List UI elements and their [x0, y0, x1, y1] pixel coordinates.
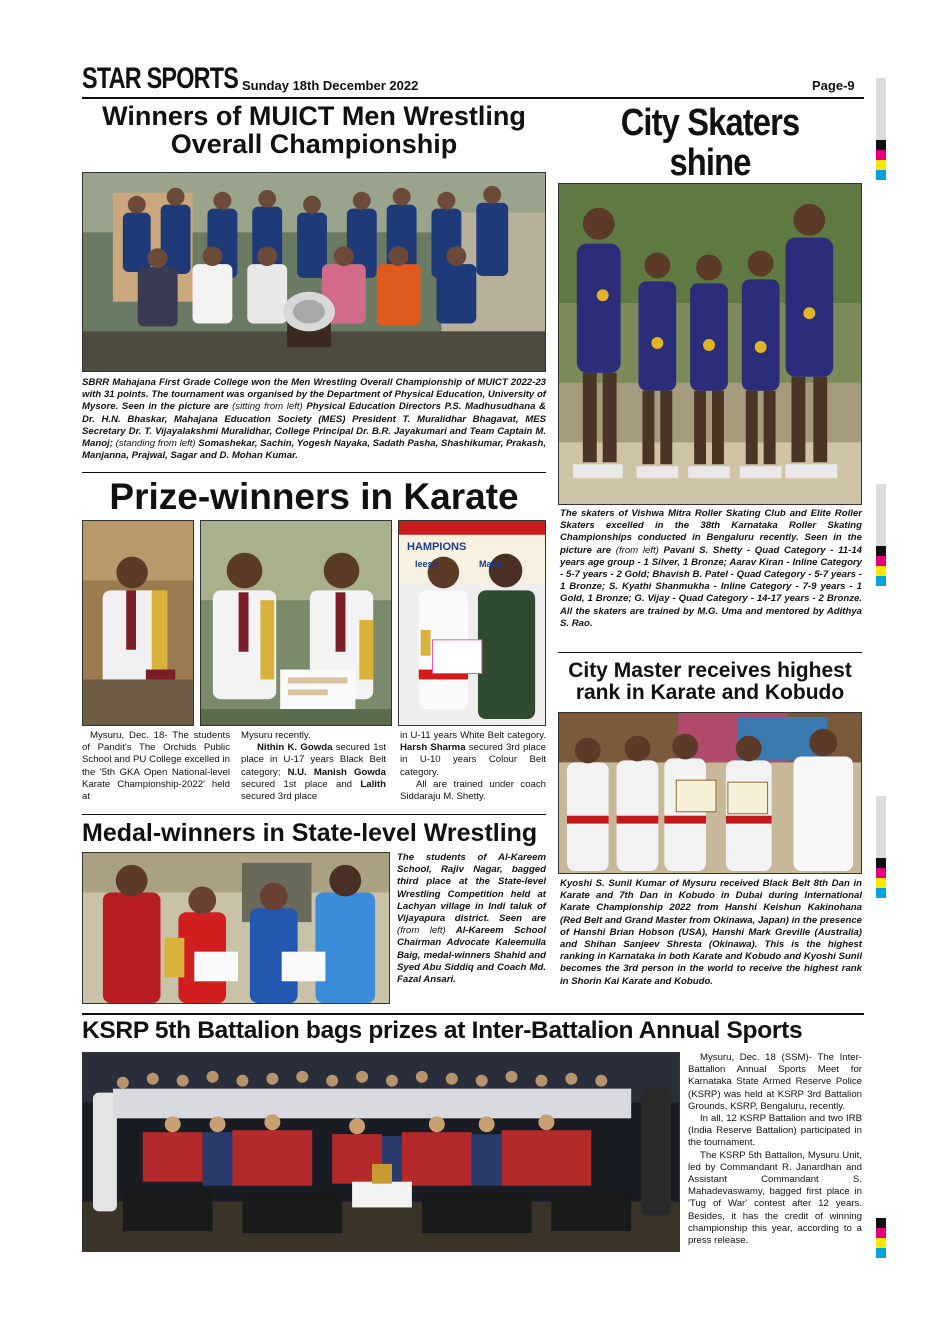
ksrp-article: [688, 1052, 862, 1247]
state-wrestling-headline: Medal-winners in State-level Wrestling: [82, 819, 538, 847]
state-wrestling-caption-part: Al-Kareem School Chairman Advocate Kaleemulla Baig, medal-winners Shahid and Syed Abu Siddiq and Coach Md. Fazal Ansari.: [397, 925, 546, 986]
karate-text: secured 1st place and: [241, 778, 361, 790]
karate-col2-para: Mysuru recently.: [241, 730, 311, 741]
karate-banner-text: HAMPIONS: [407, 541, 467, 553]
registration-mark: [876, 858, 886, 898]
karate-text: secured 1st place in U-17 years Black Belt category;: [241, 742, 386, 778]
winner-name: Lalith: [360, 778, 386, 790]
city-master-photo: [558, 712, 862, 874]
skaters-photo: [558, 183, 862, 505]
karate-col3-para: All are trained under coach Siddaraju M. Shetty.: [400, 778, 546, 803]
city-master-headline: [558, 660, 862, 704]
karate-photo-3: [398, 520, 546, 726]
skaters-caption-part: The skaters of Vishwa Mitra Roller Skating Club and Elite Roller Skaters excelled in the 38th Karnataka Roller Skating Championships conducted in Bengaluru recently. Seen in the picture are: [560, 508, 862, 556]
state-wrestling-photo: [82, 852, 390, 1004]
muict-caption-part: (sitting from left): [232, 401, 303, 413]
muict-caption-part: (standing from left): [115, 438, 196, 450]
skaters-caption-part: Pavani S. Shetty - Quad Category - 11-14 years age group - 1 Silver, 1 Bronze; Aarav Kiran - Inline Category - 5-7 years - 2 Gold; Bhavish B. Patel - Quad Category - 5-7 years - 1 Bronze; S. Kyathi Shanmukha - Inline Category - 7-9 years - 1 Gold, 1 Bronze; G. Vijay - Quad Category - 14-17 years - 2 Bronze. All the skaters are trained by M.G. Uma and mentored by Adithya S. Rao.: [560, 544, 862, 629]
karate-photo-2: [200, 520, 392, 726]
section-rule: [82, 814, 546, 815]
issue-date: Sunday 18th December 2022: [242, 78, 419, 93]
skaters-caption: [560, 508, 862, 630]
ksrp-group-photo: [82, 1052, 680, 1252]
ksrp-paragraph: In all, 12 KSRP Battalion and two IRB (India Reserve Battalion) participated in the tournament.: [688, 1113, 862, 1149]
registration-mark: [876, 140, 886, 180]
muict-team-photo: [82, 172, 546, 372]
karate-text: secured 3rd place in U-10 years Colour Belt category.: [400, 742, 546, 778]
winner-name: N.U. Manish Gowda: [287, 766, 386, 778]
state-wrestling-caption: [397, 852, 546, 986]
karate-column-1: Mysuru, Dec. 18- The students of Pandit's The Orchids Public School and PU College excelled in the '5th GKA Open National-level Karate Championship-2022' held at: [82, 730, 230, 803]
state-wrestling-caption-part: (from left): [397, 925, 446, 937]
city-master-headline-line1: City Master receives highest: [568, 659, 852, 682]
section-rule: [82, 1013, 864, 1015]
muict-headline-line2: Overall Championship: [170, 129, 458, 160]
margin-gray-bar: [876, 484, 886, 546]
muict-caption-part: SBRR Mahajana First Grade College won the Men Wrestling Overall Championship of MUICT 2022-23 with 31 points. The tournament was organised by the Department of Physical Education, University of Mysore. Seen in the picture are: [82, 377, 546, 413]
skaters-caption-part: (from left): [615, 544, 659, 556]
margin-gray-bar: [876, 796, 886, 858]
karate-text: in U-11 years White Belt category.: [400, 730, 546, 741]
masthead-rule: [82, 97, 864, 99]
muict-caption: [82, 377, 546, 462]
muict-headline: [82, 102, 546, 159]
karate-banner-text: Mahe: [479, 559, 503, 569]
city-master-headline-line2: rank in Karate and Kobudo: [575, 681, 845, 705]
karate-headline: Prize-winners in Karate: [109, 476, 519, 517]
karate-column-3: [400, 730, 546, 803]
muict-caption-part: Somashekar, Sachin, Yogesh Nayaka, Sadath Pasha, Shashikumar, Prakash, Manjanna, Prajwal, Sagar and D. Mohan Kumar.: [82, 438, 547, 462]
karate-banner-text: leesh: [415, 559, 439, 569]
state-wrestling-caption-part: The students of Al-Kareem School, Rajiv Nagar, bagged third place at the State-level Wrestling Competition held at Lachyan village in Indi taluk of Vijayapura district. Seen are: [397, 852, 546, 925]
page-number: Page-9: [812, 78, 855, 93]
karate-text: secured 3rd place: [241, 791, 318, 803]
ksrp-paragraph: Mysuru, Dec. 18 (SSM)- The Inter-Battalion Annual Sports Meet for Karnataka State Armed Reserve Police (KSRP) was held at KSRP 3rd Battalion Grounds, KSRP, Bengaluru, recently.: [688, 1052, 862, 1112]
karate-col2-para: [241, 742, 386, 803]
registration-mark: [876, 546, 886, 586]
ksrp-headline: KSRP 5th Battalion bags prizes at Inter-Battalion Annual Sports: [82, 1017, 803, 1044]
section-rule: [82, 472, 546, 473]
muict-caption-part: Physical Education Directors P.S. Madhusudhana & Dr. H.N. Bhaskar, Mahajana Education Society (MES) President T. Muralidhar Bhagavat, MES Secretary Dr. T. Vijayalakshmi Muralidhar, College Principal Dr. B.R. Jayakumari and Team Captain M. Manoj;: [82, 401, 546, 450]
ksrp-paragraph: The KSRP 5th Battalion, Mysuru Unit, led by Commandant R. Janardhan and Assistant Commandant S. Mahadevaswamy, bagged first place in 'Tug of War' contest after 12 years. Besides, it has the credit of winning championship this year, according to a press release.: [688, 1149, 862, 1247]
margin-gray-bar: [876, 78, 886, 140]
karate-column-2: [241, 730, 386, 803]
skaters-headline-line1: City Skaters shine: [620, 102, 800, 184]
city-master-caption: Kyoshi S. Sunil Kumar of Mysuru received Black Belt 8th Dan in Karate and 7th Dan in Kobudo in Dubai during International Karate Championship 2022 from Hanshi Keishun Kakinohana (Red Belt and Grand Master from Okinawa, Japan) in the presence of Hanshi Brian Hobson (USA), Hanshi Mark Greville (Australia) and Shihan Sanjeev Shresta (Okinawa). This is the highest ranking in Karnataka in both Karate and Kobudo and Kyoshi Sunil becomes the 3rd person in the world to receive the highest rank in Shorin Kai Karate and Kobudo.: [560, 878, 862, 987]
winner-name: Harsh Sharma: [400, 742, 466, 754]
karate-photo-1: [82, 520, 194, 726]
muict-headline-line1: Winners of MUICT Men Wrestling: [102, 101, 526, 131]
winner-name: Nithin K. Gowda: [257, 742, 333, 754]
masthead-title: STAR SPORTS: [82, 62, 239, 95]
karate-col3-para: [400, 730, 546, 779]
registration-mark: [876, 1218, 886, 1258]
section-rule: [558, 652, 862, 653]
